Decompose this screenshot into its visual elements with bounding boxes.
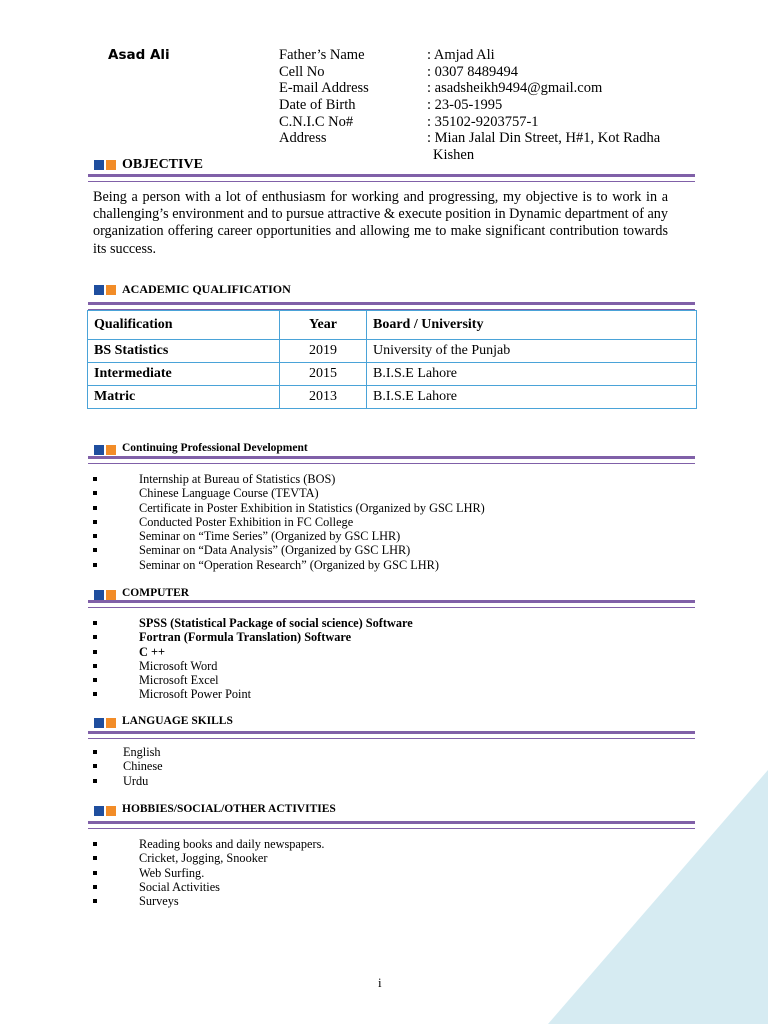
table-cell: BS Statistics (88, 340, 280, 363)
table-cell: University of the Punjab (367, 340, 697, 363)
list-item: Seminar on “Operation Research” (Organized by GSC LHR) (139, 558, 485, 572)
list-item: Cricket, Jogging, Snooker (139, 851, 324, 865)
orange-square-icon (106, 718, 116, 728)
column-header: Qualification (88, 311, 280, 340)
section-title: Continuing Professional Development (122, 442, 308, 454)
info-label: E-mail Address (279, 80, 369, 96)
list-item: SPSS (Statistical Package of social science) Software (139, 616, 413, 630)
section-title: LANGUAGE SKILLS (122, 715, 233, 727)
list-item: Social Activities (139, 880, 324, 894)
orange-square-icon (106, 285, 116, 295)
list-item: Microsoft Excel (139, 673, 413, 687)
objective-text: Being a person with a lot of enthusiasm for working and progressing, my objective is to work in a challenging’s environment and to pursue attractive & execute position in Dynamic department of any organization offering career opportunities and allowing me to make significant contribution towards its success. (93, 189, 668, 257)
section-title: HOBBIES/SOCIAL/OTHER ACTIVITIES (122, 803, 336, 815)
orange-square-icon (106, 160, 116, 170)
list-item: Microsoft Word (139, 659, 413, 673)
info-label: Father’s Name (279, 47, 365, 63)
blue-square-icon (94, 718, 104, 728)
list-item: Reading books and daily newspapers. (139, 837, 325, 851)
list-item: C ++ (139, 645, 413, 659)
orange-square-icon (106, 445, 116, 455)
blue-square-icon (94, 160, 104, 170)
decorative-corner-triangle (548, 770, 768, 1024)
blue-square-icon (94, 806, 104, 816)
page-number: i (378, 975, 382, 990)
section-divider (88, 600, 695, 608)
section-divider (88, 821, 695, 829)
section-title: OBJECTIVE (122, 157, 203, 172)
cpd-list (139, 472, 485, 572)
list-item: Web Surfing. (139, 866, 324, 880)
list-item: Conducted Poster Exhibition in FC College (139, 515, 485, 529)
section-divider (88, 456, 695, 464)
table-cell: 2019 (280, 340, 367, 363)
list-item: Chinese (123, 759, 163, 774)
table-cell: B.I.S.E Lahore (367, 363, 697, 386)
info-value: : asadsheikh9494@gmail.com (427, 80, 603, 96)
table-cell: 2013 (280, 386, 367, 409)
list-item: Microsoft Power Point (139, 687, 413, 701)
list-item: Urdu (123, 774, 163, 788)
column-header: Board / University (367, 311, 697, 340)
info-value: : 35102-9203757-1 (427, 114, 539, 130)
info-value: : 0307 8489494 (427, 64, 519, 80)
orange-square-icon (106, 590, 116, 600)
info-value: : 23-05-1995 (427, 97, 503, 113)
language-list (123, 745, 163, 788)
info-label: Address (279, 130, 327, 146)
list-item: Seminar on “Data Analysis” (Organized by GSC LHR) (139, 543, 485, 557)
orange-square-icon (106, 806, 116, 816)
column-header: Year (280, 311, 367, 340)
info-value: : Amjad Ali (427, 47, 495, 63)
list-item: Certificate in Poster Exhibition in Statistics (Organized by GSC LHR) (139, 500, 485, 515)
info-label: Date of Birth (279, 97, 356, 113)
academic-table (87, 310, 697, 409)
address-line-2: Kishen (433, 147, 475, 163)
section-divider (88, 174, 695, 182)
table-cell: Intermediate (88, 363, 280, 386)
info-label: Cell No (279, 64, 325, 80)
table-cell: B.I.S.E Lahore (367, 386, 697, 409)
list-item: Internship at Bureau of Statistics (BOS) (139, 472, 485, 486)
list-item: Fortran (Formula Translation) Software (139, 630, 413, 644)
blue-square-icon (94, 285, 104, 295)
section-title: COMPUTER (122, 587, 190, 599)
info-value: : Mian Jalal Din Street, H#1, Kot Radha (427, 130, 661, 146)
table-cell: 2015 (280, 363, 367, 386)
section-divider (88, 302, 695, 310)
list-item: Surveys (139, 894, 324, 908)
candidate-name: Asad Ali (108, 47, 170, 63)
table-header-row (88, 311, 697, 340)
blue-square-icon (94, 590, 104, 600)
hobbies-list (139, 837, 324, 908)
table-row (88, 363, 697, 386)
table-cell: Matric (88, 386, 280, 409)
computer-list (139, 616, 413, 702)
info-label: C.N.I.C No# (279, 114, 354, 130)
list-item: Chinese Language Course (TEVTA) (139, 486, 485, 500)
blue-square-icon (94, 445, 104, 455)
list-item: Seminar on “Time Series” (Organized by GSC LHR) (139, 529, 485, 543)
table-row (88, 386, 697, 409)
list-item: English (123, 745, 163, 759)
section-divider (88, 731, 695, 739)
section-title: ACADEMIC QUALIFICATION (122, 282, 291, 296)
table-row (88, 340, 697, 363)
